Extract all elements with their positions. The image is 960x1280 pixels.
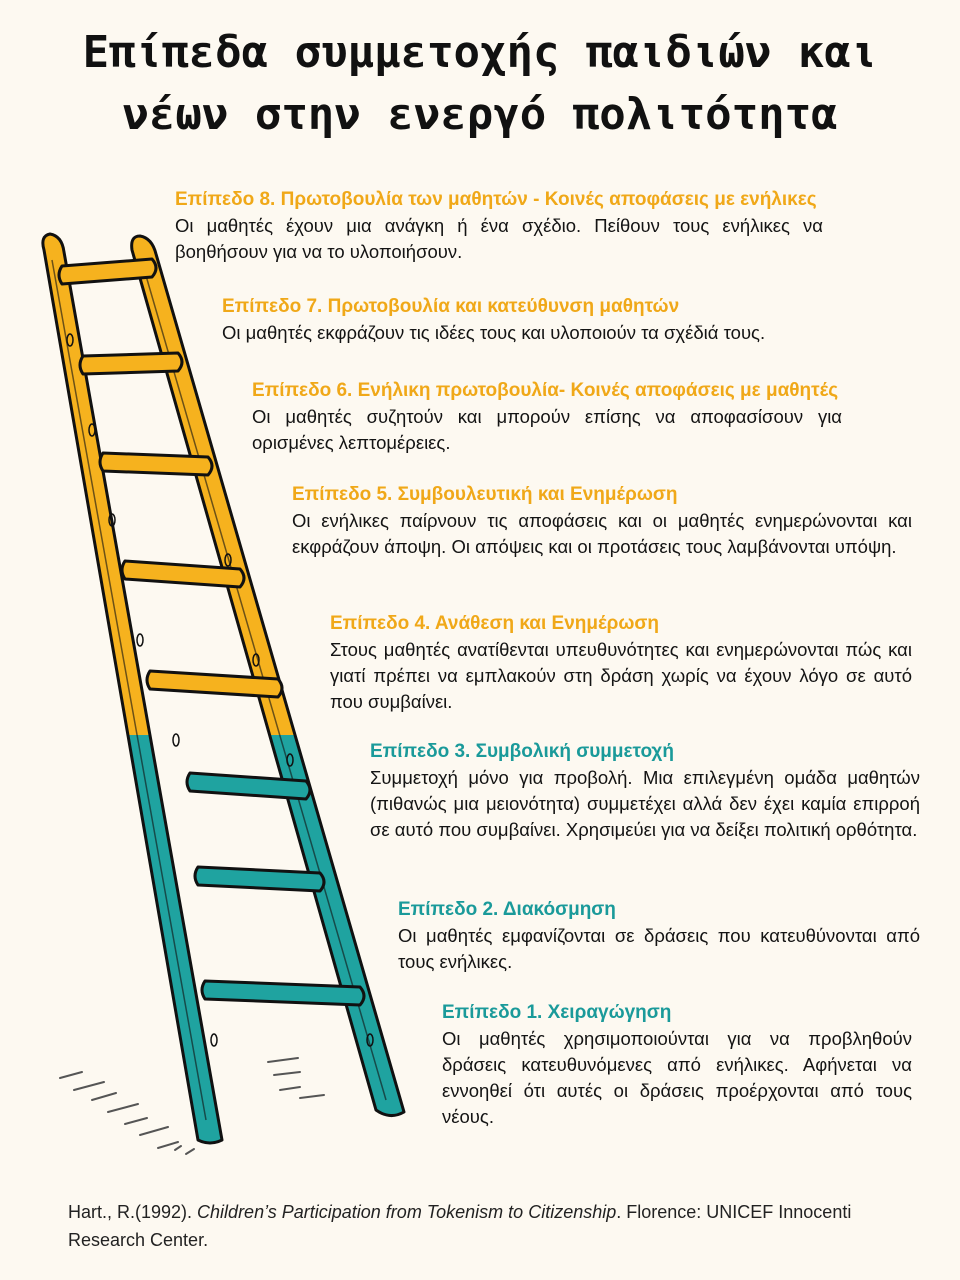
level-title: Επίπεδο 3. Συμβολική συμμετοχή [370,741,674,762]
ladder-knot [137,634,143,646]
level-title: Επίπεδο 8. Πρωτοβουλία των μαθητών - Κοινές αποφάσεις με ενήλικες [175,189,817,210]
citation-authors: Hart., R.(1992). [68,1202,198,1222]
citation-work: Children’s Participation from Tokenism to Citizenship [197,1202,617,1222]
level-6 [252,378,842,456]
level-title: Επίπεδο 1. Χειραγώγηση [442,1002,672,1023]
level-title: Επίπεδο 2. Διακόσμηση [398,899,616,920]
level-description: Οι μαθητές εμφανίζονται σε δράσεις που κατευθύνονται από τους ενήλικες. [398,925,920,972]
ladder-knot [211,1034,217,1046]
level-title: Επίπεδο 4. Ανάθεση και Ενημέρωση [330,613,659,634]
level-5 [292,482,912,560]
title-line-1: Επίπεδα συμμετοχής παιδιών και [82,27,878,78]
level-7 [222,294,858,346]
level-title: Επίπεδο 5. Συμβουλευτική και Ενημέρωση [292,484,678,505]
ladder-rung [100,453,212,475]
ladder-knot [173,734,179,746]
level-description: Οι μαθητές έχουν μια ανάγκη ή ένα σχέδιο. Πείθουν τους ενήλικες να βοηθήσουν για να το υλοποιήσουν. [175,215,823,262]
ladder-rung [195,867,324,891]
level-1 [442,1000,912,1130]
citation [68,1198,928,1254]
level-2 [398,897,920,975]
ladder-rung [80,353,182,374]
level-description: Οι μαθητές συζητούν και μπορούν επίσης να αποφασίσουν για ορισμένες λεπτομέρειες. [252,406,842,453]
level-title: Επίπεδο 7. Πρωτοβουλία και κατεύθυνση μαθητών [222,296,680,317]
level-description: Οι μαθητές εκφράζουν τις ιδέες τους και υλοποιούν τα σχέδιά τους. [222,322,766,343]
level-description: Στους μαθητές ανατίθενται υπευθυνότητες και ενημερώνονται πώς και γιατί πρέπει να εμπλακούν στη δράση χωρίς να έχουν λόγο σε αυτό που συμβαίνει. [330,639,912,712]
level-title: Επίπεδο 6. Ενήλικη πρωτοβουλία- Κοινές αποφάσεις με μαθητές [252,380,839,401]
level-description: Οι μαθητές χρησιμοποιούνται για να προβληθούν δράσεις κατευθυνόμενες από ενήλικες. Αφήνεται να εννοηθεί ότι αυτές οι δράσεις προέρχονται από τους νέους. [442,1028,912,1127]
level-4 [330,611,912,715]
title-line-2: νέων στην ενεργό πολιτότητα [122,89,838,140]
level-8 [175,187,823,265]
level-3 [370,739,920,843]
level-description: Οι ενήλικες παίρνουν τις αποφάσεις και οι μαθητές ενημερώνονται και εκφράζουν άποψη. Οι απόψεις και οι προτάσεις τους λαμβάνονται υπόψη. [292,510,912,557]
citation-publisher: . Florence: UNICEF Innocenti Research Center. [68,1202,852,1250]
level-description: Συμμετοχή μόνο για προβολή. Μια επιλεγμένη ομάδα μαθητών (πιθανώς μια μειονότητα) συμμετέχει αλλά δεν έχει καμία επιρροή σε αυτό που συμβαίνει. Χρησιμεύει για να δείξει πολιτική ορθότητα. [370,767,920,840]
